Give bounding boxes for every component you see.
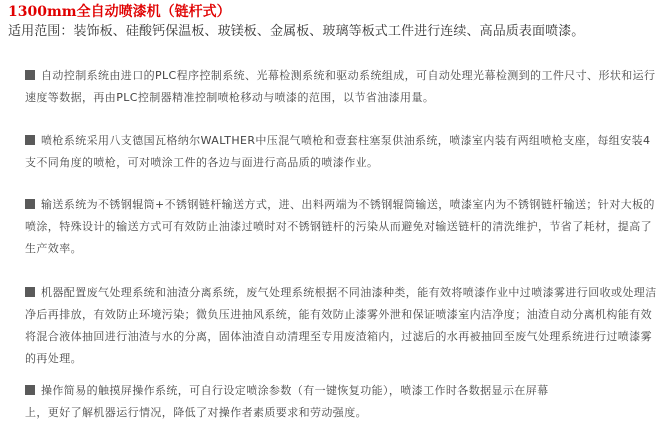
- feature-text: 操作简易的触摸屏操作系统，可自行设定喷涂参数（有一键恢复功能），喷漆工作时各数据显示在屏幕上，更好了解机器运行情况，降低了对操作者素质要求和劳动强度。: [25, 384, 549, 419]
- square-bullet-icon: [25, 287, 35, 297]
- feature-text: 机器配置废气处理系统和油渣分离系统，废气处理系统根据不同油漆种类，能有效将喷漆作业中过喷漆雾进行回收或处理洁净后再排放，有效防止环境污染；微负压进抽风系统，能有效防止漆雾外泄和保证喷漆室内洁净度；油渣自动分离机构能有效将混合液体抽回进行油渣与水的分离，固体油渣自动清理至专用废渣箱内，过滤后的水再被抽回至废气处理系统进行过喷漆雾的再处理。: [25, 286, 657, 365]
- square-bullet-icon: [25, 70, 35, 80]
- square-bullet-icon: [25, 199, 35, 209]
- feature-paragraph-exhaust-treatment: [25, 282, 661, 370]
- feature-text: 自动控制系统由进口的PLC程序控制系统、光幕检测系统和驱动系统组成，可自动处理光幕检测到的工件尺寸、形状和运行速度等数据，再由PLC控制器精准控制喷枪移动与喷漆的范围，以节省油漆用量。: [25, 69, 656, 104]
- square-bullet-icon: [25, 135, 35, 145]
- feature-text: 输送系统为不锈钢辊筒+不锈钢链杆输送方式，进、出料两端为不锈钢辊筒输送，喷漆室内为不锈钢链杆输送；针对大板的喷涂，特殊设计的输送方式可有效防止油漆过喷时对不锈钢链杆的污染从而避免对输送链杆的清洗维护，节省了耗材，提高了生产效率。: [25, 198, 655, 255]
- feature-paragraph-touchscreen: [25, 380, 565, 424]
- feature-paragraph-conveyor-system: [25, 194, 661, 260]
- feature-text: 喷枪系统采用八支德国瓦格纳尔WALTHER中压混气喷枪和壹套柱塞泵供油系统，喷漆室内装有两组喷枪支座，每组安装4支不同角度的喷枪，可对喷涂工件的各边与面进行高品质的喷漆作业。: [25, 134, 651, 169]
- feature-paragraph-spray-gun-system: [25, 130, 661, 174]
- application-scope: 适用范围：装饰板、硅酸钙保温板、玻镁板、金属板、玻璃等板式工件进行连续、高品质表面喷漆。: [8, 24, 585, 39]
- square-bullet-icon: [25, 385, 35, 395]
- product-title: 1300mm全自动喷漆机（链杆式）: [8, 4, 231, 20]
- feature-paragraph-control-system: [25, 65, 661, 109]
